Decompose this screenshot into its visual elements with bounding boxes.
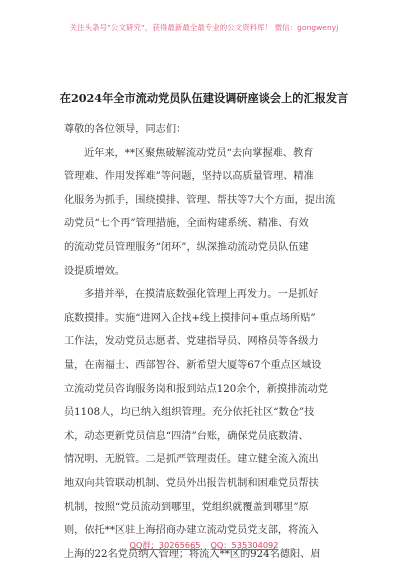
body-line: 管理难、作用发挥难”等问题，坚持以高质量管理、精准 [64, 171, 314, 183]
salutation-line: 尊敬的各位领导，同志们： [64, 124, 187, 135]
qq-contact-link[interactable]: QQ：535304092 [210, 540, 279, 550]
body-line: 量，在南福士、西部智谷、新希望大厦等67个重点区域设 [64, 359, 322, 371]
body-line: 地双向共管联动机制、党员外出报告机制和困难党员帮扶 [64, 477, 319, 489]
document-title: 在2024年全市流动党员队伍建设调研座谈会上的汇报发言 [59, 91, 349, 105]
body-line: 工作法，发动党员志愿者、党建指导员、网格员等各级力 [64, 336, 319, 348]
body-line: 则，依托**区驻上海招商办建立流动党员党支部，将流入 [64, 525, 319, 537]
bottom-banner [0, 540, 408, 551]
document-body [64, 118, 342, 566]
qq-group-link[interactable]: QQ群：30265665 [129, 540, 201, 550]
top-banner: 关注头条号“公文研究”，获得最新最全最专业的公文资料库！ 微信：gongwenyj [69, 23, 339, 32]
body-line: 动党员“七个再”管理措施，全面构建系统、精准、有效 [64, 218, 309, 230]
body-line: 化服务为抓手，围绕摸排、管理、帮扶等7大个方面，提出流 [64, 194, 336, 206]
body-line: 机制，按照“党员流动到哪里，党组织就覆盖到哪里”原 [64, 501, 309, 513]
body-line: 上海的22名党员纳入管理；将流入**区的924名德阳、眉 [64, 548, 321, 560]
body-line: 多措并举，在摸清底数强化管理上再发力。一是抓好 [84, 289, 319, 301]
body-line: 术，动态更新党员信息“四清”台账，确保党员底数清、 [64, 430, 309, 442]
body-line: 近年来，**区聚焦破解流动党员“去向掌握难、教育 [84, 147, 314, 159]
body-line: 底数摸排。实施“进网入企找+线上摸排问+重点场所贴” [64, 312, 316, 324]
body-line: 员1108人，均已纳入组织管理。充分依托社区“数仓”技 [64, 407, 315, 419]
body-line: 情况明、无脱管。二是抓严管理责任。建立健全流入流出 [64, 454, 319, 466]
body-line: 立流动党员咨询服务岗和报到站点120余个，新摸排流动党 [64, 383, 328, 395]
body-line: 的流动党员管理服务“闭环”，纵深推动流动党员队伍建 [64, 241, 309, 253]
body-line: 设提质增效。 [64, 265, 126, 277]
